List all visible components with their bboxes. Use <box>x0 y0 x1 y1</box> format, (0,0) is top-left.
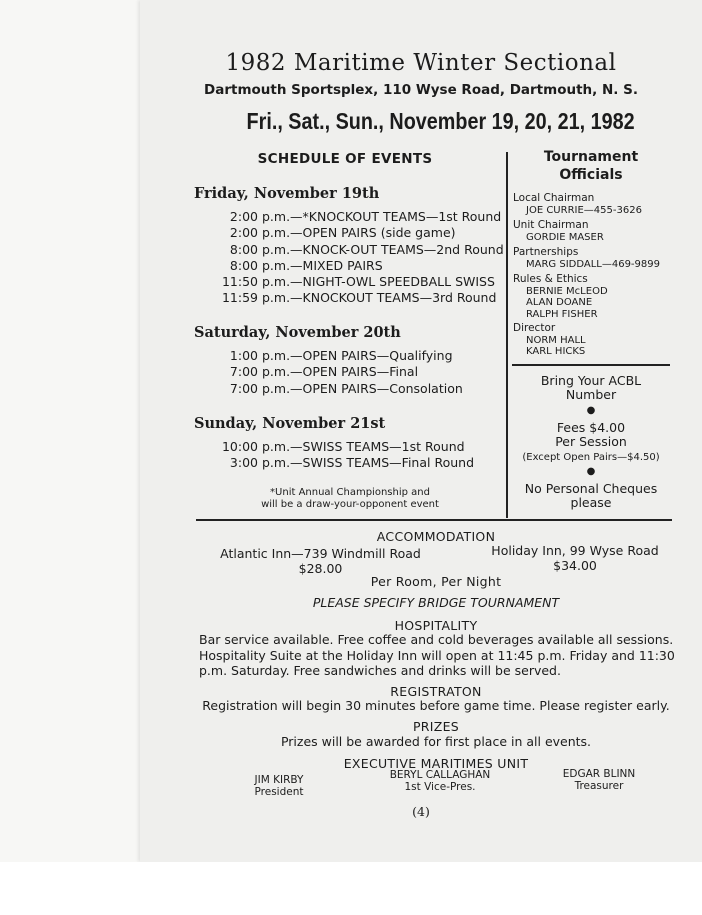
official-role: Rules & Ethics <box>513 273 588 285</box>
executive-member <box>234 775 324 798</box>
official-name: NORM HALL <box>526 334 586 346</box>
venue-line: Dartmouth Sportsplex, 110 Wyse Road, Dartmouth, N. S. <box>204 82 638 98</box>
accommodation-heading: ACCOMMODATION <box>376 529 496 544</box>
event-row: 8:00 p.m.—MIXED PAIRS <box>229 257 383 273</box>
executive-member <box>544 769 654 792</box>
prizes-text: Prizes will be awarded for first place in all events. <box>280 734 592 749</box>
event-row: 10:00 p.m.—SWISS TEAMS—1st Round <box>221 439 465 454</box>
event-row: 7:00 p.m.—OPEN PAIRS—Final <box>229 364 419 380</box>
official-role: Partnerships <box>513 246 579 258</box>
section-divider <box>196 519 672 521</box>
page-title: 1982 Maritime Winter Sectional <box>225 50 617 76</box>
hotel-holiday-inn <box>480 544 670 573</box>
friday-events <box>194 209 504 307</box>
specify-tournament-note: PLEASE SPECIFY BRIDGE TOURNAMENT <box>312 595 560 610</box>
per-room-note: Per Room, Per Night <box>370 574 502 589</box>
registration-text: Registration will begin 30 minutes before game time. Please register early. <box>202 698 670 713</box>
page-number: (4) <box>412 804 430 819</box>
official-group <box>513 274 608 320</box>
schedule-heading: SCHEDULE OF EVENTS <box>257 151 433 167</box>
hospitality-heading: HOSPITALITY <box>394 618 478 633</box>
hotel-price: $34.00 <box>553 557 597 573</box>
acbl-note-line: Number <box>565 387 617 402</box>
bullet-icon: ● <box>586 405 596 416</box>
hospitality-text: Bar service available. Free coffee and cold beverages available all sessions. Hospitality Suite at the Holiday Inn will open at 11:45 p.m. Friday and 11:30 p.m. Saturday. Free sandwiches and drinks will be served. <box>199 632 675 678</box>
scan-margin-left <box>0 0 140 915</box>
official-role: Director <box>513 322 556 334</box>
event-dates: Fri., Sat., Sun., November 19, 20, 21, 1982 <box>246 108 635 134</box>
official-name: RALPH FISHER <box>526 308 598 320</box>
official-name: BERNIE McLEOD <box>526 285 608 297</box>
official-role: Local Chairman <box>513 192 595 204</box>
member-name: JIM KIRBY <box>254 774 304 786</box>
bullet-icon: ● <box>586 466 596 477</box>
sunday-heading: Sunday, November 21st <box>194 415 386 432</box>
scan-margin-bottom <box>0 862 702 915</box>
official-name: MARG SIDDALL—469-9899 <box>526 258 660 270</box>
prizes-heading: PRIZES <box>412 719 460 734</box>
member-name: EDGAR BLINN <box>562 768 636 780</box>
executive-heading: EXECUTIVE MARITIMES UNIT <box>343 756 529 771</box>
official-group <box>513 323 586 358</box>
member-role: President <box>254 785 304 798</box>
officials-heading-line: Tournament <box>543 149 639 165</box>
event-row: 2:00 p.m.—*KNOCKOUT TEAMS—1st Round <box>229 209 502 224</box>
event-row: 11:59 p.m.—KNOCKOUT TEAMS—3rd Round <box>221 290 497 306</box>
event-row: 1:00 p.m.—OPEN PAIRS—Qualifying <box>229 348 453 363</box>
member-name: BERYL CALLAGHAN <box>389 769 491 781</box>
hotel-name: Holiday Inn, 99 Wyse Road <box>491 543 659 558</box>
footnote-line: *Unit Annual Championship and <box>270 487 430 498</box>
official-name: JOE CURRIE—455-3626 <box>526 204 642 216</box>
official-name: GORDIE MASER <box>526 231 604 243</box>
event-row: 8:00 p.m.—KNOCK-OUT TEAMS—2nd Round <box>229 241 504 257</box>
fees-line: Fees $4.00 <box>556 420 626 435</box>
officials-heading-line: Officials <box>559 167 623 183</box>
cheques-line: No Personal Cheques <box>524 481 658 496</box>
column-divider <box>506 152 508 518</box>
official-role: Unit Chairman <box>513 219 589 231</box>
footnote-line: will be a draw-your-opponent event <box>261 499 439 510</box>
event-row: 2:00 p.m.—OPEN PAIRS (side game) <box>229 225 456 241</box>
event-row: 7:00 p.m.—OPEN PAIRS—Consolation <box>229 380 463 396</box>
event-row: 3:00 p.m.—SWISS TEAMS—Final Round <box>229 455 475 471</box>
saturday-events <box>194 348 463 397</box>
officials-divider <box>512 364 670 366</box>
cheques-note <box>512 482 670 510</box>
fees-exception: (Except Open Pairs—$4.50) <box>522 452 660 463</box>
official-name: KARL HICKS <box>526 346 586 357</box>
fees-note <box>512 421 670 464</box>
friday-heading: Friday, November 19th <box>194 185 380 202</box>
championship-footnote <box>200 487 500 511</box>
acbl-note <box>512 374 670 402</box>
cheques-line: please <box>570 495 612 510</box>
hotel-atlantic-inn <box>218 547 423 576</box>
hotel-price: $28.00 <box>298 560 343 576</box>
event-row: 11:50 p.m.—NIGHT-OWL SPEEDBALL SWISS <box>221 274 495 290</box>
sunday-events <box>194 439 474 472</box>
saturday-heading: Saturday, November 20th <box>194 324 401 341</box>
officials-heading <box>512 148 670 184</box>
member-role: 1st Vice-Pres. <box>404 780 476 793</box>
member-role: Treasurer <box>574 779 624 792</box>
hotel-name: Atlantic Inn—739 Windmill Road <box>220 546 421 561</box>
fees-line: Per Session <box>555 434 627 449</box>
acbl-note-line: Bring Your ACBL <box>540 373 642 388</box>
official-name: ALAN DOANE <box>526 297 593 308</box>
official-group <box>513 220 604 243</box>
official-group <box>513 193 642 216</box>
official-group <box>513 247 660 270</box>
executive-member <box>370 770 510 793</box>
registration-heading: REGISTRATON <box>390 684 482 699</box>
